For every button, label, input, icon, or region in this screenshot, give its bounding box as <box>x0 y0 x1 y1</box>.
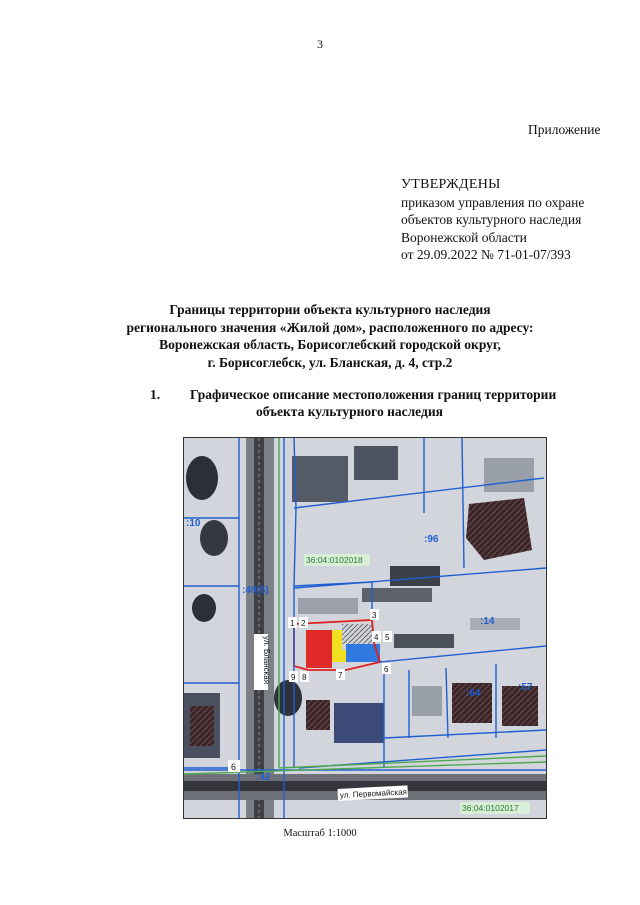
appendix-label: Приложение <box>528 122 601 137</box>
document-title <box>60 301 600 371</box>
street-label-pervomayskaya: ул. Первомайская <box>339 787 408 800</box>
yellow-zone <box>332 630 342 650</box>
approval-line: приказом управления по охране <box>401 194 585 210</box>
parcel-label: :57 <box>518 682 533 693</box>
parcel-label: :42 <box>256 772 271 783</box>
building <box>334 703 384 743</box>
building <box>292 456 348 502</box>
quarter-label: 36:04:0102018 <box>306 555 363 565</box>
boundary-point: 5 <box>385 633 390 642</box>
boundary-point: 3 <box>372 611 377 620</box>
boundary-point: 8 <box>302 673 307 682</box>
boundary-point: 6 <box>384 665 389 674</box>
parcel-label: :10 <box>186 518 201 529</box>
red-zone <box>306 630 332 668</box>
boundary-point: 2 <box>301 619 306 628</box>
approval-line: Воронежской области <box>401 229 527 245</box>
parcel-label: :14 <box>480 616 495 627</box>
section-title-line: объекта культурного наследия <box>256 404 443 419</box>
boundary-point: 1 <box>290 619 295 628</box>
parcel-label: :49(5) <box>242 585 269 596</box>
page-number: 3 <box>317 37 323 51</box>
approval-line: объектов культурного наследия <box>401 212 582 227</box>
site-map-graphic <box>184 438 546 818</box>
parcel-label: :96 <box>424 534 439 545</box>
boundary-point: 7 <box>338 671 343 680</box>
street-label-blanskaya: ул. Бланская <box>262 636 271 685</box>
title-line: Воронежская область, Борисоглебский городской округ, <box>159 337 501 352</box>
boundary-point: 9 <box>291 673 296 682</box>
site-map <box>183 437 547 819</box>
section-title-line: Графическое описание местоположения границ территории <box>190 387 557 402</box>
title-line: Границы территории объекта культурного наследия <box>169 302 491 317</box>
parcel-label: :64 <box>466 688 481 699</box>
boundary-point: 4 <box>374 633 379 642</box>
map-scale: Масштаб 1:1000 <box>283 828 357 839</box>
parcel-label: 6 <box>231 762 237 772</box>
approval-date-number: от 29.09.2022 № 71-01-07/393 <box>401 247 571 262</box>
building <box>354 446 398 480</box>
title-line: г. Борисоглебск, ул. Бланская, д. 4, стр.2 <box>207 354 453 370</box>
section-number: 1. <box>150 387 161 402</box>
approval-block <box>401 176 584 264</box>
approval-heading: УТВЕРЖДЕНЫ <box>401 177 501 192</box>
section-title <box>190 386 610 420</box>
title-line: регионального значения «Жилой дом», расположенного по адресу: <box>126 319 534 335</box>
quarter-label: 36:04:0102017 <box>462 803 519 813</box>
